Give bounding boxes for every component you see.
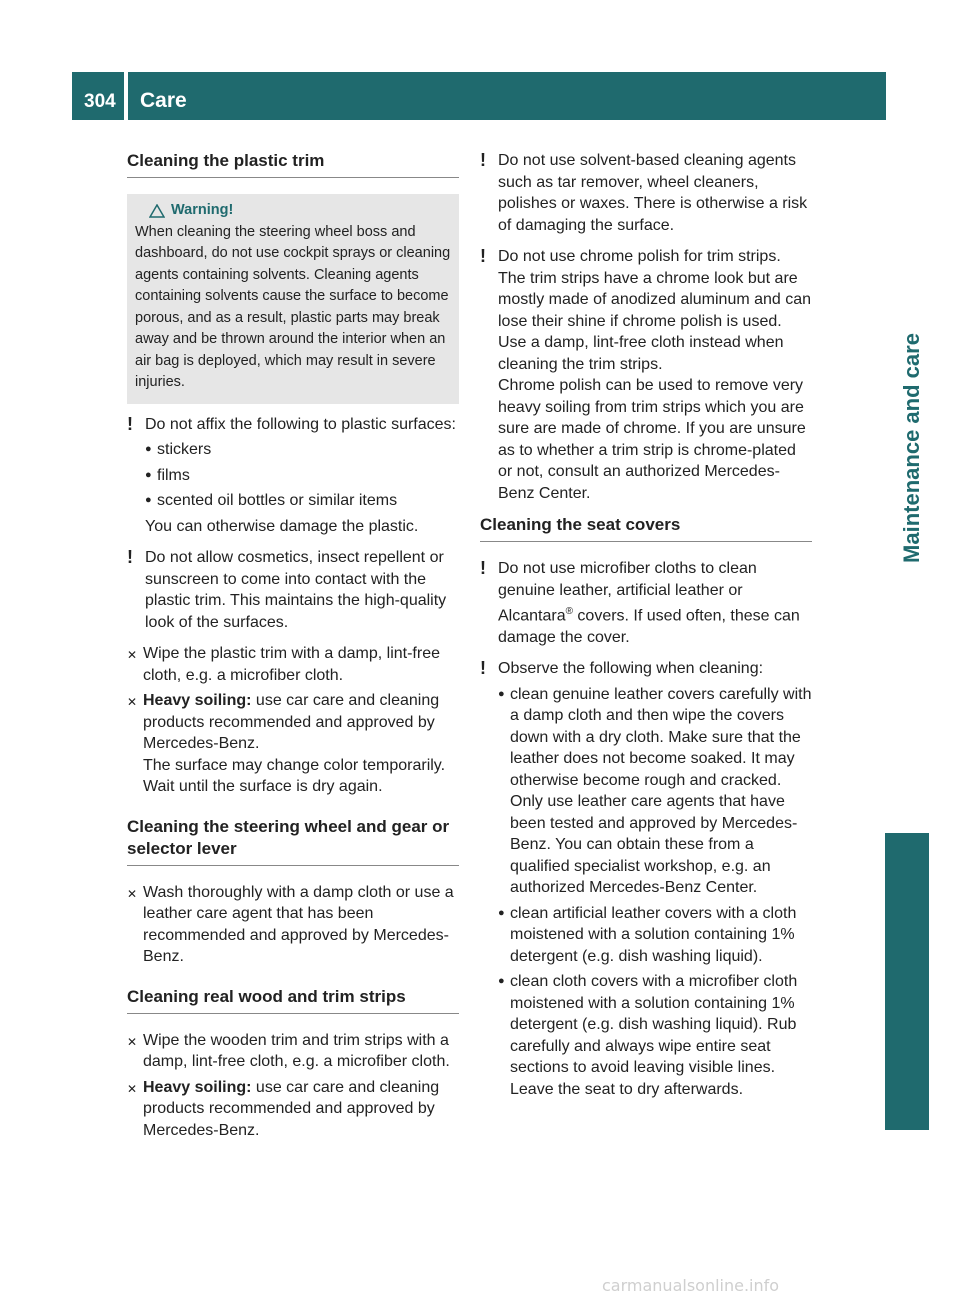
exclamation-icon: ! (127, 547, 133, 567)
section-title: Care (128, 72, 886, 120)
exclamation-icon: ! (127, 413, 133, 434)
watermark: carmanualsonline.info (602, 1276, 780, 1295)
step-label: Heavy soiling: (143, 1078, 252, 1096)
note-text: Chrome polish can be used to remove very heavy soiling from trim strips which you are sure are made of chrome. If you are unsure as to whether a trim strip is chrome-plated or not, consult an authorized Mercedes-Benz Center. (498, 377, 806, 502)
list-item: ● films (145, 466, 190, 484)
list-item: ● clean artificial leather covers with a cloth moistened with a solution containing 1% detergent (e.g. dish washing liquid). (498, 904, 797, 965)
note-text: Do not use solvent-based cleaning agents such as tar remover, wheel cleaners, polishes or waxes. There is otherwise a risk of damaging the surface. (498, 152, 808, 234)
step-label: Heavy soiling: (143, 692, 252, 709)
note-text: Do not affix the following to plastic surfaces: (145, 415, 456, 433)
note-cosmetics (127, 547, 459, 633)
note-plastic-affix (127, 414, 459, 538)
left-column (127, 150, 459, 1145)
exclamation-icon: ! (480, 558, 486, 578)
note-text: Do not use microfiber cloths to clean genuine leather, artificial leather or Alcantara® covers. If used often, these can damage the cover. (498, 560, 800, 646)
exclamation-icon: ! (480, 246, 486, 266)
list-item: ● stickers (145, 441, 212, 458)
heading-plastic-trim: Cleaning the plastic trim (127, 150, 459, 178)
warning-triangle-icon (149, 204, 165, 218)
note-microfiber (480, 558, 812, 648)
list-item: ● scented oil bottles or similar items (145, 492, 398, 509)
right-column (480, 150, 812, 1110)
heading-seat-covers: Cleaning the seat covers (480, 514, 812, 542)
chapter-tab (885, 833, 929, 1130)
step-arrow-icon: ✕ (127, 648, 138, 662)
note-text: Do not use chrome polish for trim strips. The trim strips have a chrome look but are mostly made of anodized aluminum and can lose their shine if chrome polish is used. Use a damp, lint-free cloth instead when cleaning the trim strips. (498, 248, 812, 373)
warning-text: When cleaning the steering wheel boss and dashboard, do not use cockpit sprays or cleaning agents containing solvents. Cleaning agents containing solvents cause the surface to become porous, and as a result, plastic parts may break away and be thrown around the interior when an air bag is deployed, which may result in severe injuries. (135, 223, 451, 390)
note-chrome-polish (480, 246, 812, 504)
note-text: You can otherwise damage the plastic. (145, 517, 419, 535)
list-item: ● clean cloth covers with a microfiber cloth moistened with a solution containing 1% detergent (e.g. dish washing liquid). Rub carefully and always wipe entire seat sections to avoid leaving visible lines. Leave the seat to dry afterwards. (498, 973, 798, 1098)
exclamation-icon: ! (480, 150, 486, 170)
step-item: ✕ Wash thoroughly with a damp cloth or use a leather care agent that has been recommended and approved by Mercedes-Benz. (127, 882, 459, 968)
warning-title: Warning! (171, 202, 234, 218)
step-arrow-icon: ✕ (127, 1081, 138, 1096)
note-text: Do not allow cosmetics, insect repellent or sunscreen to come into contact with the plastic trim. This maintains the high-quality look of the surfaces. (145, 549, 447, 631)
step-arrow-icon: ✕ (127, 695, 138, 709)
note-solvents (480, 150, 812, 236)
step-arrow-icon: ✕ (127, 1034, 138, 1049)
heading-real-wood: Cleaning real wood and trim strips (127, 986, 459, 1014)
note-observe-cleaning (480, 658, 812, 1100)
step-item: ✕ Heavy soiling: use car care and cleaning products recommended and approved by Mercedes-Benz. (127, 1077, 459, 1142)
chapter-label: Maintenance and care (899, 333, 924, 563)
list-item: ● clean genuine leather covers carefully with a damp cloth and then wipe the covers down with a dry cloth. Make sure that the leather does not become soaked. It may otherwise become rough and cracked. Only use leather care agents that have been tested and approved by Mercedes-Benz. You can obtain these from a qualified specialist workshop, e.g. an authorized Mercedes-Benz Center. (498, 685, 812, 897)
exclamation-icon: ! (480, 658, 486, 679)
page-number: 304 (72, 72, 124, 120)
chapter-sidebar (885, 128, 929, 1130)
step-item: ✕ Wipe the plastic trim with a damp, lint-free cloth, e.g. a microfiber cloth. (127, 643, 459, 686)
warning-box (127, 194, 459, 404)
step-item: ✕ Wipe the wooden trim and trim strips with a damp, lint-free cloth, e.g. a microfiber cloth. (127, 1030, 459, 1073)
heading-steering-wheel: Cleaning the steering wheel and gear or selector lever (127, 816, 459, 866)
note-text: Observe the following when cleaning: (498, 660, 764, 678)
step-extra: The surface may change color temporarily. Wait until the surface is dry again. (143, 756, 446, 795)
step-arrow-icon: ✕ (127, 886, 138, 901)
step-item: ✕ Heavy soiling: use car care and cleaning products recommended and approved by Mercedes-Benz. The surface may change color temporarily. Wait until the surface is dry again. (127, 690, 459, 798)
